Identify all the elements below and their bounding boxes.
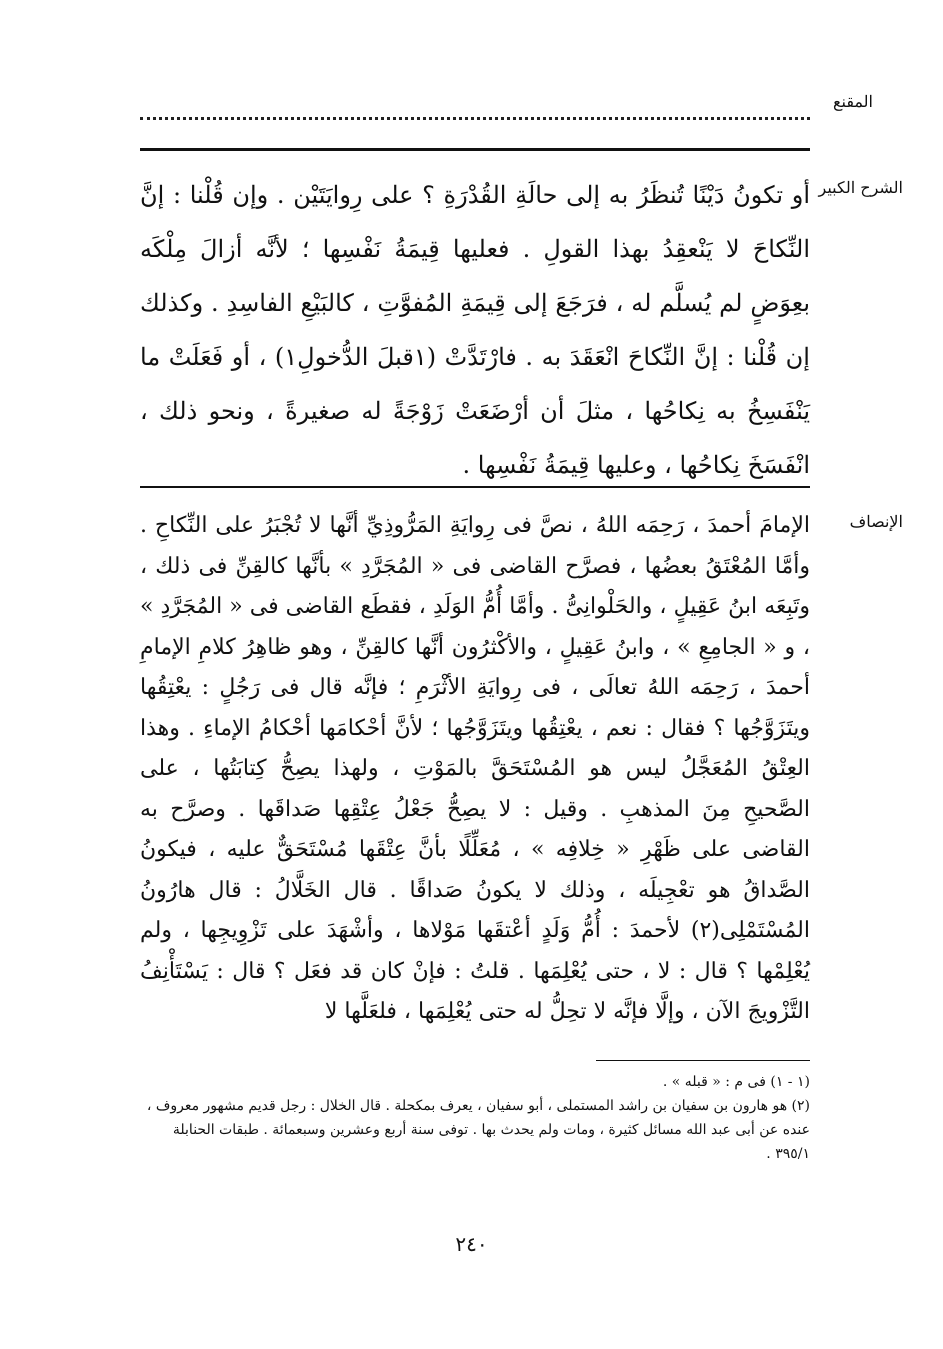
running-head-title: المقنع (832, 92, 873, 111)
insaf-text-block (140, 506, 810, 1033)
dotted-divider (140, 117, 810, 120)
insaf-paragraph: الإمامَ أحمدَ ، رَحِمَه اللهُ ، نصَّ فى رِوايَةِ المَرُّوذِيِّ أنَّها لا تُجْبَرُ على النِّكاحِ . وأمَّا المُعْتَقُ بعضُها ، فصرَّح القاضى فى « المُجَرَّدِ » بأنَّها كالقِنِّ فى ذلك ، وتَبِعَه ابنُ عَقِيلٍ ، والحَلْوانِىُّ . وأمَّا أُمُّ الوَلَدِ ، فقطَع القاضى فى « المُجَرَّدِ » ، و « الجامِعِ » ، وابنُ عَقِيلٍ ، والأكْثرُون أنَّها كالقِنِّ ، وهو ظاهِرُ كلامِ الإمامِ أحمدَ ، رَحِمَه اللهُ تعالَى ، فى رِوايَةِ الأثْرَمِ ؛ فإنَّه قال فى رَجُلٍ : يعْتِقُها ويتَزَوَّجُها ؟ فقال : نعم ، يعْتِقُها ويتَزَوَّجُها ؛ لأنَّ أحْكامَها أحْكامُ الإماءِ . وهذا العِتْقُ المُعَجَّلُ ليس هو المُسْتَحَقَّ بالمَوْتِ ، ولهذا يصِحُّ كِتابَتُها ، على الصَّحيحِ مِنَ المذهبِ . وقيل : لا يصِحُّ جَعْلُ عِتْقِها صَداقَها . وصرَّح به القاضى على ظَهْرِ « خِلافِه » ، مُعَلِّلًا بأنَّ عِتْقَها مُسْتَحَقٌّ عليه ، فيكونُ الصَّداقُ هو تعْجِيلَه ، وذلك لا يكونُ صَداقًا . قال الخَلَّالُ : قال هارُونُ المُسْتَمْلِى(٢) لأحمدَ : أُمُّ وَلَدٍ أعْتقَها مَوْلاها ، وأشْهَدَ على تَزْوِيجِها ، ولم يُعْلِمْها ؟ قال : لا ، حتى يُعْلِمَها . قلتُ : فإنْ كان قد فعَل ؟ قال : يَسْتَأْنِفُ التَّزْويجَ الآن ، وإلَّا فإنَّه لا تحِلُّ له حتى يُعْلِمَها ، فلعَلَّها لا (140, 513, 810, 1024)
sharh-paragraph: أو تكونُ دَيْنًا تُنظَرُ به إلى حالَةِ القُدْرَةِ ؟ على رِوايَتَيْن . وإن قُلْنا : إنَّ النِّكاحَ لا يَنْعقِدُ بهذا القولِ . فعليها قِيمَةُ نَفْسِها ؛ لأنَّه أزالَ مِلْكَه بعِوَضٍ لم يُسلَّم له ، فرَجَعَ إلى قِيمَةِ المُفوَّتِ ، كالبَيْعِ الفاسِدِ . وكذلك إن قُلْنا : إنَّ النِّكاحَ انْعَقَدَ به . فارْتَدَّتْ (١قبلَ الدُّخولِ١) ، أو فَعَلَتْ ما يَنْفَسِخُ به نِكاحُها ، مثلَ أن أرْضَعَتْ زَوْجَةً له صغيرةً ، ونحو ذلك ، انْفَسَخَ نِكاحُها ، وعليها قِيمَةُ نَفْسِها . (140, 181, 811, 479)
footnotes (140, 1070, 810, 1166)
footnote-rule (596, 1060, 810, 1061)
footnote-1: (١ - ١) فى م : « قبله » . (662, 1074, 810, 1090)
insaf-section-label: الإنصاف (849, 512, 903, 531)
sharh-text-block (140, 168, 810, 492)
sharh-section-label: الشرح الكبير (818, 178, 903, 197)
page-number: ٢٤٠ (455, 1232, 488, 1256)
header-rule (140, 148, 810, 151)
section-divider (140, 486, 810, 488)
footnote-2: (٢) هو هارون بن سفيان بن راشد المستملى ، أبو سفيان ، يعرف بمكحلة . قال الخلال : رجل قديم مشهور معروف ، عنده عن أبى عبد الله مسائل كثيرة ، ومات ولم يحدث بها . توفى سنة أربع وعشرين وسبعمائة . طبقات الحنابلة ٣٩٥/١ . (146, 1098, 810, 1162)
